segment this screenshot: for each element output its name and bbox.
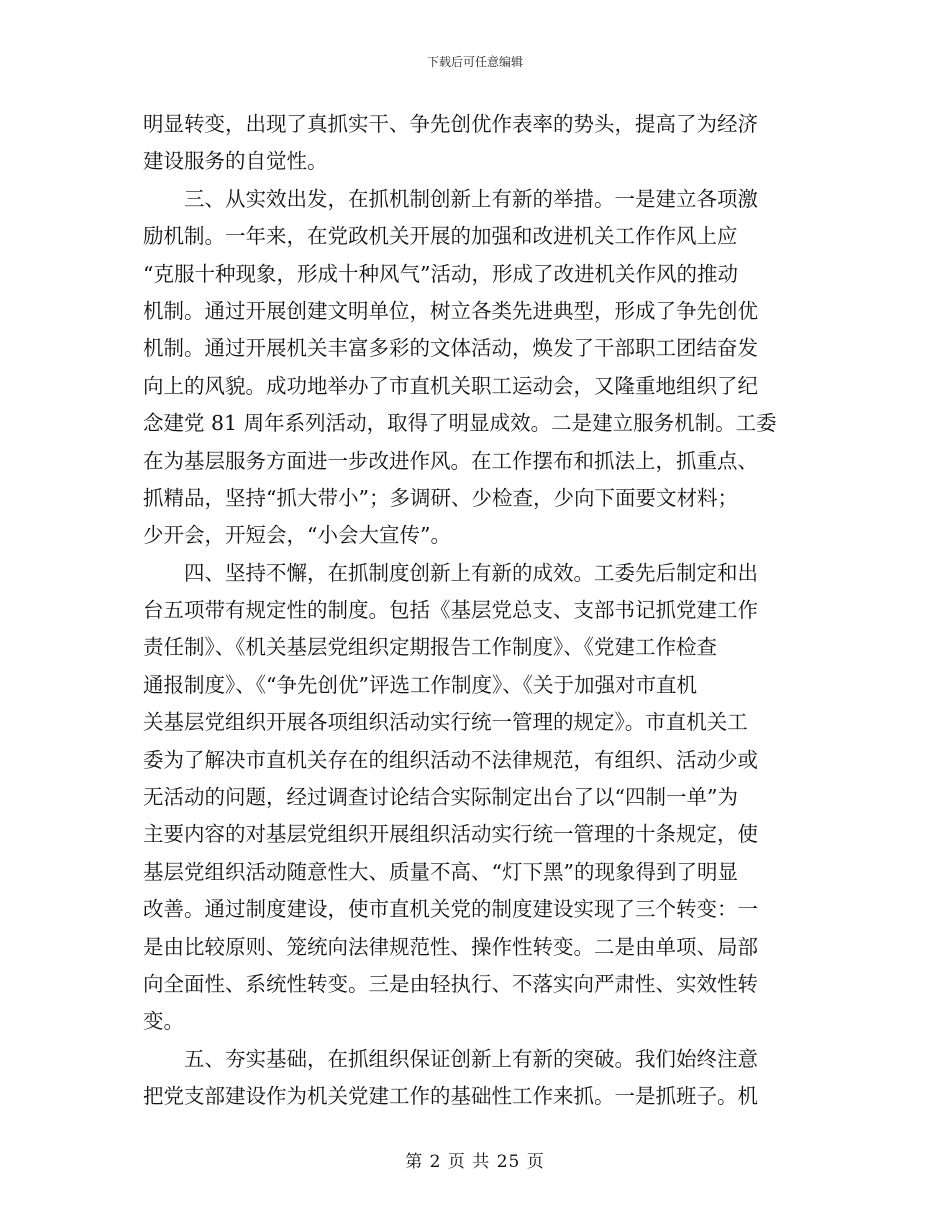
- page-header: 下载后可任意编辑: [426, 55, 523, 69]
- page-footer: 第 2 页 共 25 页: [405, 1152, 545, 1172]
- text-line: 无活动的问题，经过调查讨论结合实际制定出台了以“四制一单”为: [143, 785, 738, 810]
- text-line: “克服十种现象，形成十种风气”活动，形成了改进机关作风的推动: [143, 261, 738, 286]
- text-line: 明显转变，出现了真抓实干、争先创优作表率的势头，提高了为经济: [143, 112, 758, 136]
- text-line: 是由比较原则、笼统向法律规范性、操作性转变。二是由单项、局部: [143, 934, 758, 959]
- text-line: 三、从实效出发，在抓机制创新上有新的举措。一是建立各项激: [143, 186, 758, 211]
- text-line: 委为了解决市直机关存在的组织活动不法律规范，有组织、活动少或: [143, 747, 758, 772]
- text-line: 念建党 81 周年系列活动，取得了明显成效。二是建立服务机制。工委: [143, 411, 777, 436]
- text-line: 励机制。一年来，在党政机关开展的加强和改进机关工作作风上应: [143, 224, 738, 249]
- text-line: 建设服务的自觉性。: [143, 149, 328, 174]
- text-line: 把党支部建设作为机关党建工作的基础性工作来抓。一是抓班子。机: [143, 1084, 758, 1109]
- text-line: 向上的风貌。成功地举办了市直机关职工运动会，又隆重地组织了纪: [143, 373, 758, 398]
- text-line: 四、坚持不懈，在抓制度创新上有新的成效。工委先后制定和出: [143, 560, 758, 585]
- text-line: 台五项带有规定性的制度。包括《基层党总支、支部书记抓党建工作: [143, 598, 758, 623]
- text-line: 基层党组织活动随意性大、质量不高、“灯下黑”的现象得到了明显: [143, 859, 738, 884]
- text-line: 向全面性、系统性转变。三是由轻执行、不落实向严肃性、实效性转: [143, 971, 758, 996]
- text-line: 通报制度》、《“争先创优”评选工作制度》、《关于加强对市直机: [143, 672, 697, 697]
- text-line: 关基层党组织开展各项组织活动实行统一管理的规定》。市直机关工: [143, 710, 748, 735]
- text-line: 五、夯实基础，在抓组织保证创新上有新的突破。我们始终注意: [143, 1046, 758, 1071]
- text-line: 机制。通过开展机关丰富多彩的文体活动，焕发了干部职工团结奋发: [143, 336, 758, 361]
- text-line: 少开会，开短会，“小会大宣传”。: [143, 523, 451, 548]
- text-line: 主要内容的对基层党组织开展组织活动实行统一管理的十条规定，使: [143, 822, 758, 847]
- text-line: 责任制》、《机关基层党组织定期报告工作制度》、《党建工作检查: [143, 635, 717, 660]
- text-line: 变。: [143, 1009, 184, 1034]
- text-line: 抓精品，坚持“抓大带小”；多调研、少检查，少向下面要文材料；: [143, 485, 738, 510]
- text-line: 改善。通过制度建设，使市直机关党的制度建设实现了三个转变：一: [143, 897, 758, 922]
- text-line: 机制。通过开展创建文明单位，树立各类先进典型，形成了争先创优: [143, 298, 758, 323]
- body-text: [143, 106, 808, 1116]
- text-line: 在为基层服务方面进一步改进作风。在工作摆布和抓法上，抓重点、: [143, 448, 758, 473]
